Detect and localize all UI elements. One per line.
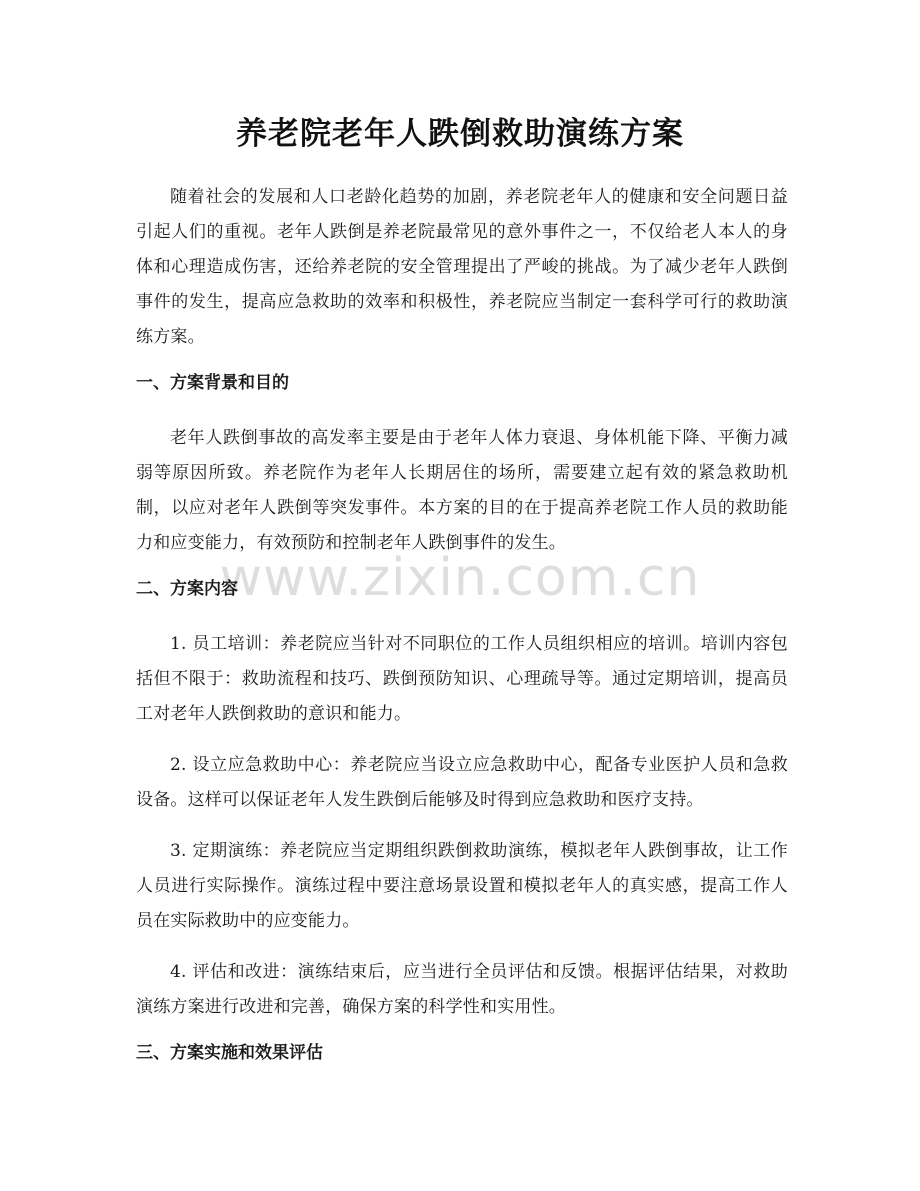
watermark: www.zixin.com.cn: [219, 548, 701, 608]
document-body: [136, 180, 788, 1091]
content-item-emergency-center: 2. 设立应急救助中心：养老院应当设立应急救助中心，配备专业医护人员和急救设备。这样可以保证老年人发生跌倒后能够及时得到应急救助和医疗支持。: [136, 755, 788, 810]
section-heading-implementation: 三、方案实施和效果评估: [136, 1043, 323, 1063]
background-paragraph: 老年人跌倒事故的高发率主要是由于老年人体力衰退、身体机能下降、平衡力减弱等原因所致。养老院作为老年人长期居住的场所，需要建立起有效的紧急救助机制，以应对老年人跌倒等突发事件。本方案的目的在于提高养老院工作人员的救助能力和应变能力，有效预防和控制老年人跌倒事件的发生。: [136, 428, 788, 553]
content-item-training: 1. 员工培训：养老院应当针对不同职位的工作人员组织相应的培训。培训内容包括但不限于：救助流程和技巧、跌倒预防知识、心理疏导等。通过定期培训，提高员工对老年人跌倒救助的意识和能力。: [136, 634, 788, 724]
section-heading-background: 一、方案背景和目的: [136, 373, 289, 393]
document-title: 养老院老年人跌倒救助演练方案: [236, 116, 684, 152]
content-item-drills: 3. 定期演练：养老院应当定期组织跌倒救助演练，模拟老年人跌倒事故，让工作人员进行实际操作。演练过程中要注意场景设置和模拟老年人的真实感，提高工作人员在实际救助中的应变能力。: [136, 841, 788, 931]
section-heading-content: 二、方案内容: [136, 579, 238, 599]
intro-paragraph: 随着社会的发展和人口老龄化趋势的加剧，养老院老年人的健康和安全问题日益引起人们的重视。老年人跌倒是养老院最常见的意外事件之一，不仅给老人本人的身体和心理造成伤害，还给养老院的安全管理提出了严峻的挑战。为了减少老年人跌倒事件的发生，提高应急救助的效率和积极性，养老院应当制定一套科学可行的救助演练方案。: [136, 187, 788, 347]
content-item-evaluation: 4. 评估和改进：演练结束后，应当进行全员评估和反馈。根据评估结果，对救助演练方案进行改进和完善，确保方案的科学性和实用性。: [136, 962, 788, 1017]
